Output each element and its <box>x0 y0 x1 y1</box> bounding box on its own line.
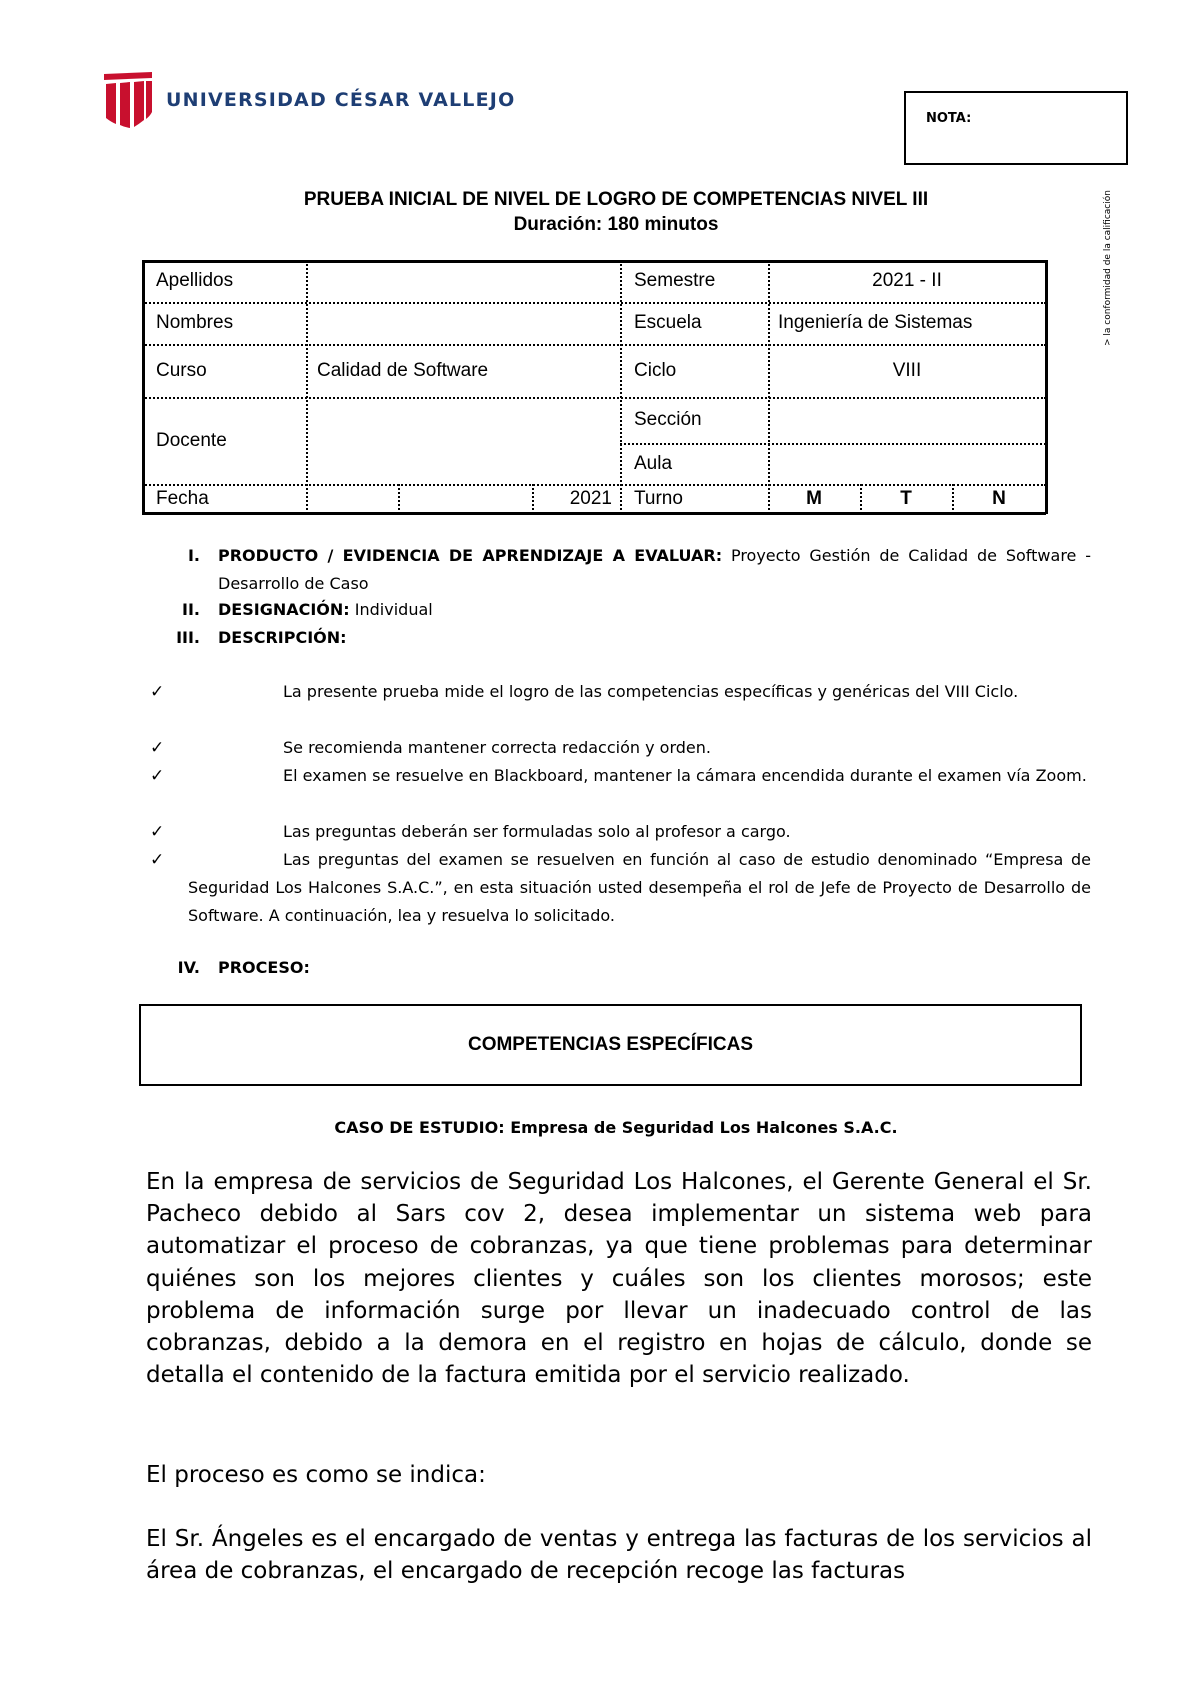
apellidos-field[interactable] <box>306 260 620 302</box>
checkmark-icon: ✓ <box>150 738 165 758</box>
case-paragraph-3: El Sr. Ángeles es el encargado de ventas y entrega las facturas de los servicios al área de cobranzas, el encargado de recepción recoge las facturas <box>146 1526 1092 1585</box>
section-2 <box>0 596 1200 624</box>
bullet-text: El examen se resuelve en Blackboard, mantener la cámara encendida durante el examen vía Zoom. <box>283 766 1087 785</box>
university-logo <box>104 72 515 128</box>
side-note: > la conformidad de la calificación <box>1103 190 1113 346</box>
fecha-year: 2021 <box>569 488 612 509</box>
ucv-emblem-icon <box>104 72 152 128</box>
checkmark-icon: ✓ <box>150 822 165 842</box>
nota-label: NOTA: <box>926 111 972 126</box>
section-2-value: Individual <box>354 600 433 619</box>
turno-n-option[interactable]: N <box>992 488 1006 509</box>
student-info-table <box>142 260 1046 514</box>
grade-box <box>904 91 1128 165</box>
competencias-box: COMPETENCIAS ESPECÍFICAS <box>139 1004 1082 1086</box>
checkmark-icon: ✓ <box>150 682 165 702</box>
section-1-value: Proyecto Gestión de Calidad de Software - Desarrollo de Caso <box>218 546 1091 593</box>
nombres-field[interactable] <box>306 302 620 344</box>
bullet-text: La presente prueba mide el logro de las competencias específicas y genéricas del VIII Ciclo. <box>283 682 1019 701</box>
bullet-text: Se recomienda mantener correcta redacción y orden. <box>283 738 711 757</box>
curso-label: Curso <box>156 359 207 381</box>
fecha-label: Fecha <box>156 488 209 509</box>
turno-t-option[interactable]: T <box>900 488 912 509</box>
ciclo-label: Ciclo <box>634 359 677 381</box>
section-3-label: DESCRIPCIÓN: <box>218 628 347 647</box>
docente-label: Docente <box>156 429 227 451</box>
section-1-label: PRODUCTO / EVIDENCIA DE APRENDIZAJE A EVALUAR: <box>218 546 723 565</box>
case-paragraph-1: En la empresa de servicios de Seguridad Los Halcones, el Gerente General el Sr. Pacheco debido al Sars cov 2, desea implementar un sistema web para automatizar el proceso de cobranzas, ya que tiene problemas para determinar quiénes son los mejores clientes y cuáles son los clientes morosos; este problema de información surge por llevar un inadecuado control de las cobranzas, debido a la demora en el registro en hojas de cálculo, donde se detalla el contenido de la factura emitida por el servicio realizado. <box>146 1169 1092 1389</box>
turno-m-option[interactable]: M <box>806 488 822 509</box>
exam-duration: Duración: 180 minutos <box>513 214 719 235</box>
bullet-text: Las preguntas deberán ser formuladas solo al profesor a cargo. <box>283 822 791 841</box>
checkmark-icon: ✓ <box>150 850 165 870</box>
list-item <box>0 678 1200 734</box>
section-4 <box>0 954 1200 982</box>
list-item <box>0 846 1200 930</box>
section-4-label: PROCESO: <box>218 958 310 977</box>
fecha-day-field[interactable] <box>306 484 398 514</box>
docente-field[interactable] <box>306 397 620 484</box>
case-study-title: CASO DE ESTUDIO: Empresa de Seguridad Los Halcones S.A.C. <box>334 1118 898 1137</box>
seccion-field[interactable] <box>768 397 1046 443</box>
case-paragraph-2: El proceso es como se indica: <box>146 1462 486 1488</box>
ciclo-value: VIII <box>892 359 922 381</box>
apellidos-label: Apellidos <box>156 270 234 291</box>
aula-field[interactable] <box>768 443 1046 484</box>
escuela-value: Ingeniería de Sistemas <box>778 312 973 333</box>
nombres-label: Nombres <box>156 312 234 333</box>
section-2-label: DESIGNACIÓN: <box>218 600 350 619</box>
seccion-label: Sección <box>634 409 702 430</box>
fecha-month-field[interactable] <box>398 484 532 514</box>
section-1-number: I. <box>187 546 200 565</box>
section-3-number: III. <box>176 628 200 647</box>
list-item <box>0 818 1200 846</box>
page-title: PRUEBA INICIAL DE NIVEL DE LOGRO DE COMPETENCIAS NIVEL III <box>303 189 929 210</box>
semestre-label: Semestre <box>634 270 716 291</box>
section-4-number: IV. <box>177 958 200 977</box>
curso-value: Calidad de Software <box>317 359 489 381</box>
list-item <box>0 734 1200 762</box>
section-2-number: II. <box>182 600 200 619</box>
section-3 <box>0 624 1200 652</box>
university-name: UNIVERSIDAD CÉSAR VALLEJO <box>166 89 516 111</box>
section-1 <box>0 542 1200 598</box>
turno-label: Turno <box>634 488 683 509</box>
list-item <box>0 762 1200 818</box>
escuela-label: Escuela <box>634 312 702 333</box>
bullet-text: Las preguntas del examen se resuelven en función al caso de estudio denominado “Empresa de Seguridad Los Halcones S.A.C.”, en esta situación usted desempeña el rol de Jefe de Proyecto de Desarrollo de Software. A continuación, lea y resuelva lo solicitado. <box>188 850 1091 925</box>
checkmark-icon: ✓ <box>150 766 165 786</box>
semestre-value: 2021 - II <box>872 270 942 291</box>
aula-label: Aula <box>634 452 673 474</box>
